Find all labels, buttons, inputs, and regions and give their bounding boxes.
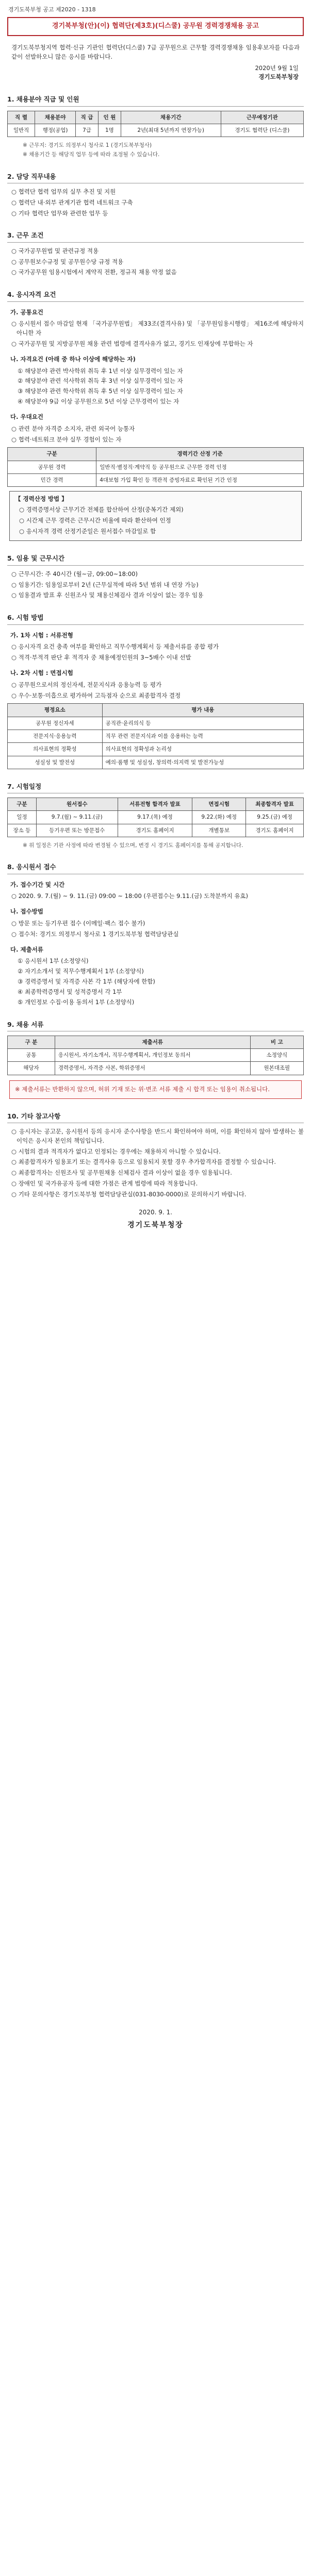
table-cell: 9.22.(화) 예정	[192, 811, 246, 824]
table-cell: 직무 관련 전문지식과 이를 응용하는 능력	[102, 730, 303, 742]
intro-text: 경기도북부청지역 협력·신규 기관인 협력단(디스쿨) 7급 공무원으로 근무할 경력경쟁채용 임용후보자를 다음과 같이 선발하오니 많은 응시를 바랍니다.	[11, 43, 300, 60]
notes-item: ○ 응시자는 공고문, 응시원서 등의 응시자 준수사항을 반드시 확인하여야 하며, 이를 확인하지 않아 발생하는 불이익은 응시자 본인의 책임입니다.	[11, 1127, 304, 1144]
exam-first-item: ○ 적격·부적격 판단 후 적격자 중 채용예정인원의 3~5배수 이내 선발	[11, 654, 191, 662]
table-cell: 공무원 정신자세	[8, 717, 103, 730]
table-row	[8, 1049, 304, 1062]
table-header: 면접시험	[192, 798, 246, 811]
table-cell: 9.7.(월) ~ 9.11.(금)	[36, 811, 118, 824]
table-row	[8, 811, 304, 824]
table-cell: 응시원서, 자기소개서, 직무수행계획서, 개인정보 동의서	[55, 1049, 250, 1062]
section-title-documents: 9. 채용 서류	[7, 1020, 304, 1031]
application-docs-title: 다. 제출서류	[10, 945, 43, 953]
work-item: ○ 근무시간: 주 40시간 (월~금, 09:00~18:00)	[11, 570, 138, 578]
application-doc-item: ③ 경력증명서 및 자격증 사본 각 1부 (해당자에 한함)	[18, 978, 155, 986]
table-cell: 9.17.(목) 예정	[118, 811, 192, 824]
notice-page	[7, 0, 304, 1231]
table-header: 직 렬	[8, 111, 35, 124]
section-title-application: 8. 응시원서 접수	[7, 862, 304, 874]
work-item: ○ 임용결과 발표 후 신원조사 및 채용신체검사 결과 이상이 없는 경우 임용	[11, 591, 204, 599]
positions-table	[7, 111, 304, 138]
interview-table	[7, 703, 304, 769]
notes-item: ○ 기타 문의사항은 경기도북부청 협력담당관실(031-8030-0000)로 문의하시기 바랍니다.	[11, 1190, 247, 1198]
documents-table	[7, 1036, 304, 1075]
table-header: 비 고	[250, 1036, 303, 1048]
table-row	[8, 461, 304, 473]
section-title-notes: 10. 기타 참고사항	[7, 1111, 304, 1123]
table-cell: 경기도 홈페이지	[246, 824, 304, 837]
career-calc-line: ○ 응시자격 경력 산정기준일은 원서접수 마감일로 함	[19, 527, 156, 535]
table-cell: 9.25.(금) 예정	[246, 811, 304, 824]
table-cell: 등기우편 또는 방문접수	[36, 824, 118, 837]
qualification-item: ① 해당분야 관련 박사학위 취득 후 1년 이상 실무경력이 있는 자	[18, 367, 183, 375]
section-title-work-hours: 5. 임용 및 근무시간	[7, 553, 304, 565]
table-cell: 해당자	[8, 1062, 55, 1075]
application-method-title: 나. 접수방법	[10, 908, 43, 916]
table-cell: 행정(공업)	[35, 124, 76, 137]
application-doc-item: ④ 최종학력증명서 및 성적증명서 각 1부	[18, 988, 122, 995]
table-cell: 7급	[76, 124, 99, 137]
notice-title	[7, 17, 304, 36]
qualification-item: ④ 해당분야 9급 이상 공무원으로 5년 이상 근무경력이 있는 자	[18, 398, 179, 405]
schedule-table	[7, 798, 304, 837]
table-row	[8, 1062, 304, 1075]
table-cell: 경기도 홈페이지	[118, 824, 192, 837]
table-row	[8, 743, 304, 756]
table-cell: 경력증명서, 자격증 사본, 학위증명서	[55, 1062, 250, 1075]
table-header: 직 급	[76, 111, 99, 124]
closing-signer: 경기도북부청장	[127, 1221, 184, 1230]
table-row	[8, 756, 304, 769]
notice-title-text: 경기북부청(안)(이) 협력단(제3호)(디스쿨) 공무원 경력경쟁채용 공고	[52, 22, 259, 30]
table-cell: 전문지식·응용능력	[8, 730, 103, 742]
table-cell: 공직관·윤리의식 등	[102, 717, 303, 730]
application-doc-item: ① 응시원서 1부 (소정양식)	[18, 957, 89, 965]
exam-second-title: 나. 2차 시험 : 면접시험	[10, 669, 73, 676]
table-header: 제출서류	[55, 1036, 250, 1048]
table-cell: 예의·품행 및 성실성, 창의력·의지력 및 발전가능성	[102, 756, 303, 769]
table-header: 서류전형 합격자 발표	[118, 798, 192, 811]
closing-block	[7, 1208, 304, 1231]
table-row	[8, 124, 304, 137]
qualification-item: ② 해당분야 관련 석사학위 취득 후 3년 이상 실무경력이 있는 자	[18, 377, 183, 385]
exam-first-title: 가. 1차 시험 : 서류전형	[10, 631, 73, 639]
table-cell: 장소 등	[8, 824, 37, 837]
table-cell: 개별통보	[192, 824, 246, 837]
table-row	[8, 717, 304, 730]
table-row	[8, 473, 304, 486]
intro-signer: 경기도북부청장	[258, 73, 299, 81]
table-cell: 공통	[8, 1049, 55, 1062]
notes-item: ○ 최종합격자가 임용포기 또는 결격사유 등으로 임용되지 못할 경우 추가합격자를 결정할 수 있습니다.	[11, 1158, 276, 1166]
career-table	[7, 447, 304, 487]
career-calc-title: 【 경력산정 방법 】	[15, 495, 68, 503]
documents-warning: ※ 제출서류는 반환하지 않으며, 허위 기재 또는 위·변조 서류 제출 시 합격 또는 임용이 취소됩니다.	[9, 1080, 302, 1099]
career-calc-box	[9, 491, 302, 541]
qualification-item: ③ 해당분야 관련 학사학위 취득 후 5년 이상 실무경력이 있는 자	[18, 387, 183, 395]
table-header: 평가 내용	[102, 704, 303, 717]
table-header-row	[8, 448, 304, 461]
section-title-schedule: 7. 시험일정	[7, 782, 304, 793]
table-cell: 소정양식	[250, 1049, 303, 1062]
notice-number: 경기도북부청 공고 제2020 - 1318	[8, 6, 96, 13]
duty-item: ○ 협력단 내·외부 관계기관 협력 네트워크 구축	[11, 198, 133, 206]
table-header-row	[8, 1036, 304, 1048]
table-cell: 민간 경력	[8, 473, 96, 486]
table-header: 원서접수	[36, 798, 118, 811]
table-cell: 1명	[98, 124, 121, 137]
eligibility-preferred-title: 다. 우대요건	[10, 413, 43, 420]
table-cell: 일정	[8, 811, 37, 824]
table-header: 근무예정기관	[221, 111, 303, 124]
condition-item: ○ 국가공무원법 및 관련규정 적용	[11, 247, 99, 255]
section-title-exam-method: 6. 시험 방법	[7, 613, 304, 624]
exam-second-item: ○ 우수·보통·미흡으로 평가하여 고득점자 순으로 최종합격자 결정	[11, 691, 181, 699]
work-item: ○ 임용기간: 임용일로부터 2년 (근무실적에 따라 5년 범위 내 연장 가능)	[11, 581, 199, 588]
table-cell: 원본대조필	[250, 1062, 303, 1075]
section-title-eligibility: 4. 응시자격 요건	[7, 290, 304, 301]
duty-item: ○ 기타 협력단 업무와 관련한 업무 등	[11, 209, 108, 217]
table-cell: 2년(최대 5년까지 연장가능)	[121, 124, 221, 137]
table-row	[8, 824, 304, 837]
application-doc-item: ⑤ 개인정보 수집·이용 동의서 1부 (소정양식)	[18, 998, 135, 1006]
exam-first-item: ○ 응시자격 요건 충족 여부를 확인하고 직무수행계획서 등 제출서류를 종합 평가	[11, 643, 219, 651]
table-header: 최종합격자 발표	[246, 798, 304, 811]
application-doc-item: ② 자기소개서 및 직무수행계획서 1부 (소정양식)	[18, 968, 144, 975]
table-header: 채용분야	[35, 111, 76, 124]
table-cell: 4대보험 가입 확인 등 객관적 증빙자료로 확인된 기간 인정	[96, 473, 304, 486]
common-requirement: ○ 응시원서 접수 마감일 현재 「국가공무원법」 제33조(결격사유) 및 「공무원임용시행령」 제16조에 해당하지 아니한 자	[11, 320, 304, 337]
eligibility-common-title: 가. 공통요건	[10, 308, 43, 316]
preferred-item: ○ 관련 분야 자격증 소지자, 관련 외국어 능통자	[11, 425, 135, 432]
table-header-row	[8, 798, 304, 811]
table-cell: 의사표현의 정확성	[8, 743, 103, 756]
career-calc-line: ○ 경력증명서상 근무기간 전체를 합산하여 산정(중복기간 제외)	[19, 505, 184, 513]
positions-note: ※ 근무지: 경기도 의정부시 청사로 1 (경기도북부청사)	[23, 142, 152, 149]
eligibility-qualification-title: 나. 자격요건 (아래 중 하나 이상에 해당하는 자)	[10, 355, 136, 363]
section-title-conditions: 3. 근무 조건	[7, 230, 304, 242]
positions-note: ※ 채용기간 등 해당직 업무 등에 따라 조정될 수 있습니다.	[23, 151, 160, 158]
table-cell: 공무원 경력	[8, 461, 96, 473]
table-header: 인 원	[98, 111, 121, 124]
application-period-item: ○ 2020. 9. 7.(월) ~ 9. 11.(금) 09:00 ~ 18:00 (우편접수는 9.11.(금) 도착분까지 유효)	[11, 892, 249, 900]
condition-item: ○ 공무원보수규정 및 공무원수당 규정 적용	[11, 258, 124, 265]
intro-signature	[7, 64, 299, 82]
application-period-title: 가. 접수기간 및 시간	[10, 880, 65, 888]
table-header-row	[8, 704, 304, 717]
exam-second-item: ○ 공무원으로서의 정신자세, 전문지식과 응용능력 등 평가	[11, 681, 162, 688]
closing-date: 2020. 9. 1.	[139, 1208, 172, 1216]
table-cell: 일반직·별정직·계약직 등 공무원으로 근무한 경력 인정	[96, 461, 304, 473]
table-header: 평정요소	[8, 704, 103, 717]
table-cell: 일반직	[8, 124, 35, 137]
notes-item: ○ 최종합격자는 신원조사 및 공무원채용 신체검사 결과 이상이 없을 경우 임용됩니다.	[11, 1169, 232, 1177]
table-header: 구분	[8, 798, 37, 811]
preferred-item: ○ 협력·네트워크 분야 실무 경험이 있는 자	[11, 435, 122, 443]
notes-item: ○ 시험의 결과 적격자가 없다고 인정되는 경우에는 채용하지 아니할 수 있습니다.	[11, 1147, 221, 1155]
table-header: 구분	[8, 448, 96, 461]
duty-item: ○ 협력단 협력 업무의 실무 추진 및 지원	[11, 188, 116, 195]
application-method-item: ○ 접수처: 경기도 의정부시 청사로 1 경기도북부청 협력담당관실	[11, 930, 179, 938]
section-title-duties: 2. 담당 직무내용	[7, 172, 304, 183]
career-calc-line: ○ 시간제 근무 경력은 근무시간 비율에 따라 환산하여 인정	[19, 516, 171, 524]
table-header: 경력기간 산정 기준	[96, 448, 304, 461]
table-cell: 경기도 협력단 (디스쿨)	[221, 124, 303, 137]
intro-date: 2020년 9월 1일	[255, 64, 299, 72]
common-requirement: ○ 국가공무원 및 지방공무원 채용 관련 법령에 결격사유가 없고, 경기도 인재상에 부합하는 자	[11, 340, 253, 348]
condition-item: ○ 국가공무원 임용시험에서 계약직 전환, 정규직 채용 약정 없음	[11, 268, 177, 276]
table-cell: 성실성 및 발전성	[8, 756, 103, 769]
schedule-note: ※ 위 일정은 기관 사정에 따라 변경될 수 있으며, 변경 시 경기도 홈페이지를 통해 공지합니다.	[23, 842, 243, 849]
table-header: 구 분	[8, 1036, 55, 1048]
table-row	[8, 730, 304, 742]
table-header-row	[8, 111, 304, 124]
application-method-item: ○ 방문 또는 등기우편 접수 (이메일·팩스 접수 불가)	[11, 920, 145, 927]
table-cell: 의사표현의 정확성과 논리성	[102, 743, 303, 756]
table-header: 채용기간	[121, 111, 221, 124]
section-title-positions: 1. 채용분야 직급 및 인원	[7, 94, 304, 106]
notes-item: ○ 장애인 및 국가유공자 등에 대한 가점은 관계 법령에 따라 적용합니다.	[11, 1179, 198, 1187]
